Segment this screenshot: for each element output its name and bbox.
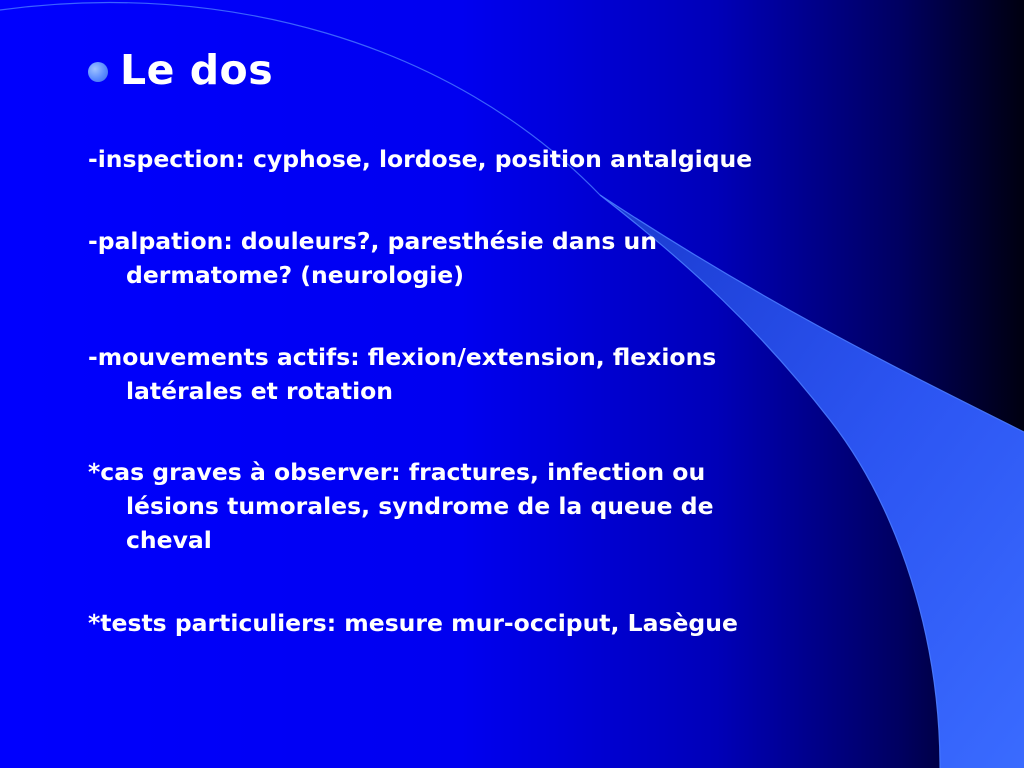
item-line: latérales et rotation xyxy=(126,377,394,405)
list-item-cas-graves xyxy=(88,455,878,557)
slide-title: Le dos xyxy=(120,46,274,94)
item-line: -mouvements actifs: flexion/extension, flexions xyxy=(88,343,717,371)
bullet-dot-icon xyxy=(88,62,108,82)
item-line: lésions tumorales, syndrome de la queue de xyxy=(126,492,714,520)
item-line: -palpation: douleurs?, paresthésie dans un xyxy=(88,227,657,255)
list-item-mouvements xyxy=(88,340,878,408)
list-item-palpation xyxy=(88,224,878,292)
item-line: -inspection: cyphose, lordose, position antalgique xyxy=(88,145,753,173)
list-item-tests xyxy=(88,606,878,640)
title-row xyxy=(88,40,273,100)
item-line: *tests particuliers: mesure mur-occiput, Lasègue xyxy=(88,609,738,637)
item-line: dermatome? (neurologie) xyxy=(126,261,464,289)
item-line: *cas graves à observer: fractures, infection ou xyxy=(88,458,706,486)
item-line: cheval xyxy=(126,526,212,554)
list-item-inspection xyxy=(88,142,878,176)
